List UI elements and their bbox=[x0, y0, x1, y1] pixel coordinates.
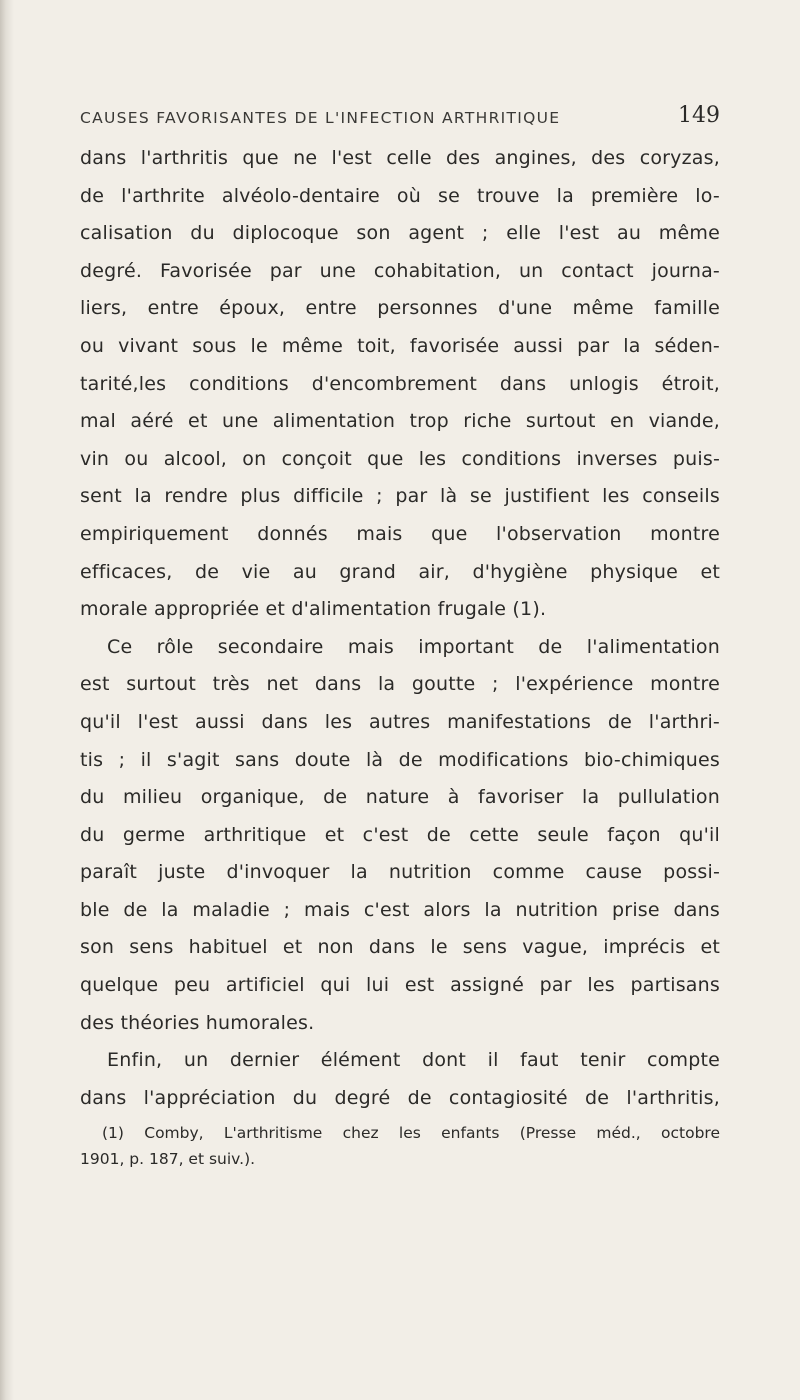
paragraph-start-line: Enfin, un dernier élément dont il faut tenir compte bbox=[107, 1049, 720, 1072]
text-line: mal aéré et une alimentation trop riche surtout en viande, bbox=[80, 410, 720, 433]
running-title: CAUSES FAVORISANTES DE L'INFECTION ARTHRITIQUE bbox=[80, 109, 561, 127]
text-line: de l'arthrite alvéolo-dentaire où se trouve la première lo- bbox=[80, 184, 720, 207]
text-line: vin ou alcool, on conçoit que les conditions inverses puis- bbox=[80, 447, 720, 470]
text-line: du milieu organique, de nature à favoriser la pullulation bbox=[80, 786, 720, 809]
text-line: sent la rendre plus difficile ; par là se justifient les conseils bbox=[80, 485, 720, 508]
text-line: ou vivant sous le même toit, favorisée aussi par la séden- bbox=[80, 334, 720, 357]
text-line: efficaces, de vie au grand air, d'hygiène physique et bbox=[80, 560, 720, 583]
text-line: dans l'arthritis que ne l'est celle des angines, des coryzas, bbox=[80, 147, 720, 169]
text-line: est surtout très net dans la goutte ; l'expérience montre bbox=[80, 673, 720, 696]
text-line: tis ; il s'agit sans doute là de modifications bio-chimiques bbox=[80, 748, 720, 771]
text-line: paraît juste d'invoquer la nutrition comme cause possi- bbox=[80, 861, 720, 884]
text-line: dans l'appréciation du degré de contagiosité de l'arthritis, bbox=[80, 1086, 720, 1109]
text-line: quelque peu artificiel qui lui est assigné par les partisans bbox=[80, 974, 720, 997]
body-text bbox=[80, 140, 720, 1117]
page-gutter-shadow bbox=[0, 0, 14, 1400]
text-line: liers, entre époux, entre personnes d'une même famille bbox=[80, 297, 720, 320]
footnote-line: 1901, p. 187, et suiv.). bbox=[80, 1150, 256, 1168]
text-line: degré. Favorisée par une cohabitation, un contact journa- bbox=[80, 259, 720, 282]
text-line: calisation du diplocoque son agent ; elle l'est au même bbox=[80, 222, 720, 245]
text-line: qu'il l'est aussi dans les autres manifestations de l'arthri- bbox=[80, 710, 720, 733]
text-line: du germe arthritique et c'est de cette seule façon qu'il bbox=[80, 823, 720, 846]
text-line: son sens habituel et non dans le sens vague, imprécis et bbox=[80, 936, 720, 959]
running-head bbox=[80, 103, 720, 131]
footnotes bbox=[80, 1120, 720, 1172]
footnote-line: (1) Comby, L'arthritisme chez les enfants (Presse méd., octobre bbox=[102, 1124, 720, 1142]
text-line: ble de la maladie ; mais c'est alors la nutrition prise dans bbox=[80, 898, 720, 921]
text-line: des théories humorales. bbox=[80, 1011, 315, 1034]
paragraph-start-line: Ce rôle secondaire mais important de l'alimentation bbox=[107, 635, 720, 658]
page-number: 149 bbox=[678, 103, 720, 128]
text-line: morale appropriée et d'alimentation frugale (1). bbox=[80, 598, 547, 621]
text-line: empiriquement donnés mais que l'observation montre bbox=[80, 522, 720, 545]
text-line: tarité,les conditions d'encombrement dans unlogis étroit, bbox=[80, 372, 720, 395]
